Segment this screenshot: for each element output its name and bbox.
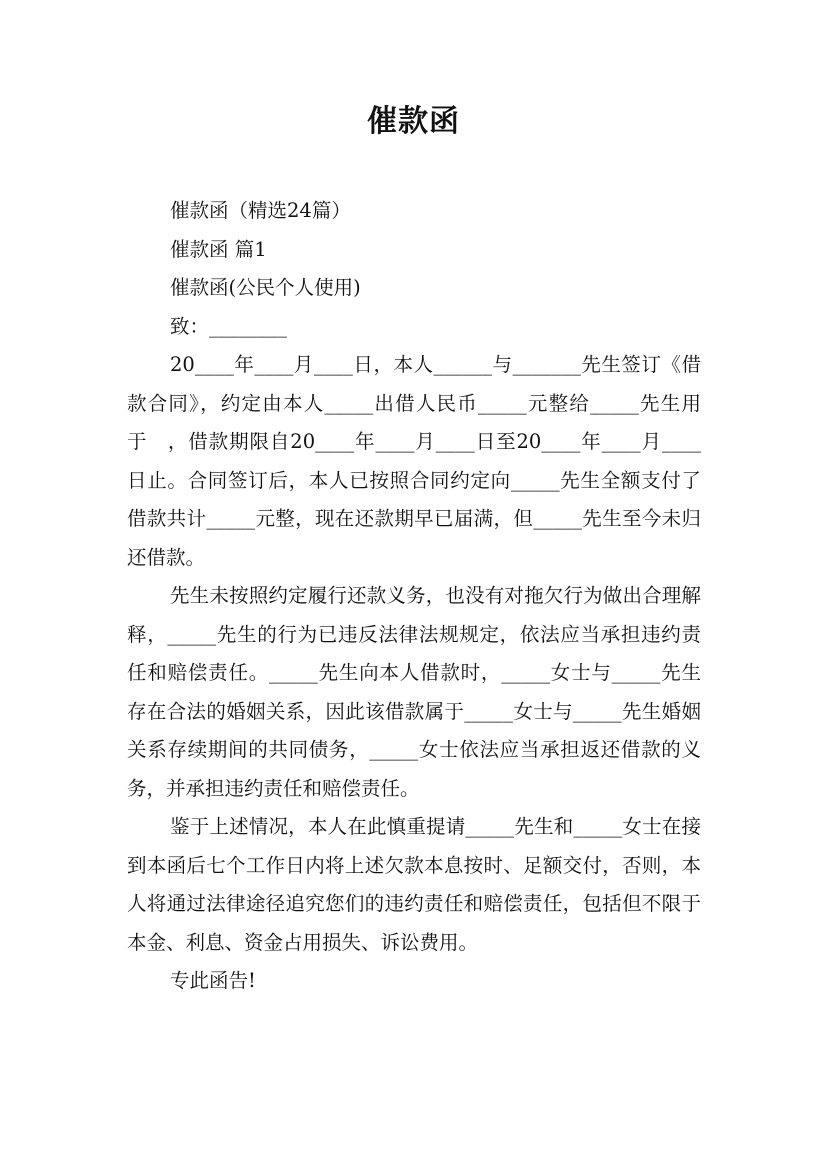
heading-line-1: 催款函（精选24篇） [170, 199, 351, 222]
heading-line-2: 催款函 篇1 [170, 237, 267, 261]
document-body [127, 192, 701, 1001]
paragraph-loan-details: 20____年____月____日，本人______与_______先生签订《借款合同》，约定由本人_____出借人民币_____元整给_____先生用于 ，借款期限自20____年____月____日至20____年____月____日止。合同签订后，本人已按照合同约定向_____先生全额支付了借款共计_____元整，现在还款期早已届满，但_____先生至今未归还借款。 [127, 353, 701, 569]
closing-line: 专此函告! [170, 969, 256, 992]
recipient-line: 致：________ [170, 314, 288, 338]
document-title: 催款函 [367, 104, 460, 139]
paragraph-demand: 鉴于上述情况，本人在此慎重提请_____先生和_____女士在接到本函后七个工作日内将上述欠款本息按时、足额交付，否则，本人将通过法律途径追究您们的违约责任和赔偿责任，包括但不限于本金、利息、资金占用损失、诉讼费用。 [127, 815, 701, 954]
paragraph-liability: 先生未按照约定履行还款义务，也没有对拖欠行为做出合理解释，_____先生的行为已违反法律法规规定，依法应当承担违约责任和赔偿责任。_____先生向本人借款时，_____女士与_____先生存在合法的婚姻关系，因此该借款属于_____女士与_____先生婚姻关系存续期间的共同债务，_____女士依法应当承担返还借款的义务，并承担违约责任和赔偿责任。 [127, 584, 701, 800]
heading-line-3: 催款函(公民个人使用) [170, 276, 361, 299]
